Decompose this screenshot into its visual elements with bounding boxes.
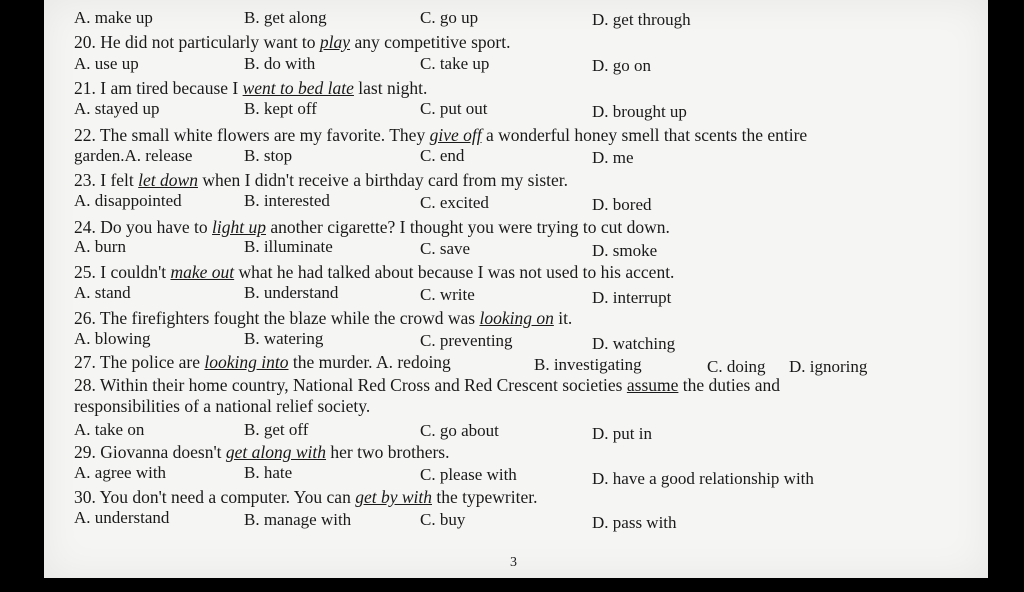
- q24-option-c[interactable]: C. save: [420, 239, 471, 258]
- q29-option-c[interactable]: C. please with: [420, 465, 517, 484]
- question-25: 25. I couldn't make out what he had talked about because I was not used to his accent.: [74, 262, 675, 282]
- q28-option-d[interactable]: D. put in: [592, 424, 652, 443]
- q30-option-c[interactable]: C. buy: [420, 510, 466, 529]
- q22-option-c[interactable]: C. end: [420, 146, 465, 165]
- q24-option-a[interactable]: A. burn: [74, 237, 126, 256]
- q27-option-d[interactable]: D. ignoring: [789, 357, 868, 376]
- q29-option-a[interactable]: A. agree with: [74, 463, 167, 482]
- question-29: 29. Giovanna doesn't get along with her two brothers.: [74, 442, 450, 462]
- q30-option-d[interactable]: D. pass with: [592, 513, 677, 532]
- q28-option-b[interactable]: B. get off: [244, 420, 309, 439]
- q22-option-d[interactable]: D. me: [592, 148, 634, 167]
- question-30: 30. You don't need a computer. You can get by with the typewriter.: [74, 487, 538, 507]
- q19-option-d[interactable]: D. get through: [592, 10, 691, 29]
- question-23: 23. I felt let down when I didn't receive a birthday card from my sister.: [74, 170, 568, 190]
- question-27: 27. The police are looking into the murder. A. redoing: [74, 352, 451, 372]
- q22-option-b[interactable]: B. stop: [244, 146, 293, 165]
- question-21: 21. I am tired because I went to bed late last night.: [74, 78, 428, 98]
- q20-option-c[interactable]: C. take up: [420, 54, 490, 73]
- q19-option-c[interactable]: C. go up: [420, 8, 479, 27]
- q19-option-a[interactable]: A. make up: [74, 8, 153, 27]
- q26-option-d[interactable]: D. watching: [592, 334, 676, 353]
- worksheet-page: [44, 0, 988, 578]
- q29-option-b[interactable]: B. hate: [244, 463, 293, 482]
- q20-option-d[interactable]: D. go on: [592, 56, 652, 75]
- q26-option-a[interactable]: A. blowing: [74, 329, 151, 348]
- question-24: 24. Do you have to light up another cigarette? I thought you were trying to cut down.: [74, 217, 670, 237]
- q27-option-b[interactable]: B. investigating: [534, 355, 642, 374]
- q21-option-d[interactable]: D. brought up: [592, 102, 687, 121]
- q25-option-a[interactable]: A. stand: [74, 283, 131, 302]
- q24-option-b[interactable]: B. illuminate: [244, 237, 333, 256]
- q23-option-d[interactable]: D. bored: [592, 195, 652, 214]
- q25-option-b[interactable]: B. understand: [244, 283, 339, 302]
- q23-option-b[interactable]: B. interested: [244, 191, 330, 210]
- q26-option-c[interactable]: C. preventing: [420, 331, 513, 350]
- q25-option-c[interactable]: C. write: [420, 285, 475, 304]
- q21-option-b[interactable]: B. kept off: [244, 99, 317, 118]
- q26-option-b[interactable]: B. watering: [244, 329, 324, 348]
- q30-option-b[interactable]: B. manage with: [244, 510, 352, 529]
- q27-option-c[interactable]: C. doing: [707, 357, 766, 376]
- q21-option-c[interactable]: C. put out: [420, 99, 488, 118]
- question-20: 20. He did not particularly want to play any competitive sport.: [74, 32, 511, 52]
- q21-option-a[interactable]: A. stayed up: [74, 99, 160, 118]
- q28-option-a[interactable]: A. take on: [74, 420, 145, 439]
- page-number: 3: [510, 555, 517, 570]
- q22-option-a[interactable]: garden.A. release: [74, 146, 193, 165]
- q28-option-c[interactable]: C. go about: [420, 421, 499, 440]
- question-28: 28. Within their home country, National Red Cross and Red Crescent societies assume the duties and: [74, 375, 780, 395]
- q29-option-d[interactable]: D. have a good relationship with: [592, 469, 814, 488]
- q23-option-a[interactable]: A. disappointed: [74, 191, 182, 210]
- q30-option-a[interactable]: A. understand: [74, 508, 170, 527]
- q19-option-b[interactable]: B. get along: [244, 8, 327, 27]
- question-26: 26. The firefighters fought the blaze while the crowd was looking on it.: [74, 308, 573, 328]
- q20-option-a[interactable]: A. use up: [74, 54, 139, 73]
- question-22: 22. The small white flowers are my favorite. They give off a wonderful honey smell that scents the entire: [74, 125, 808, 145]
- q24-option-d[interactable]: D. smoke: [592, 241, 658, 260]
- q25-option-d[interactable]: D. interrupt: [592, 288, 672, 307]
- q20-option-b[interactable]: B. do with: [244, 54, 316, 73]
- q23-option-c[interactable]: C. excited: [420, 193, 489, 212]
- question-28-continued: responsibilities of a national relief society.: [74, 396, 371, 416]
